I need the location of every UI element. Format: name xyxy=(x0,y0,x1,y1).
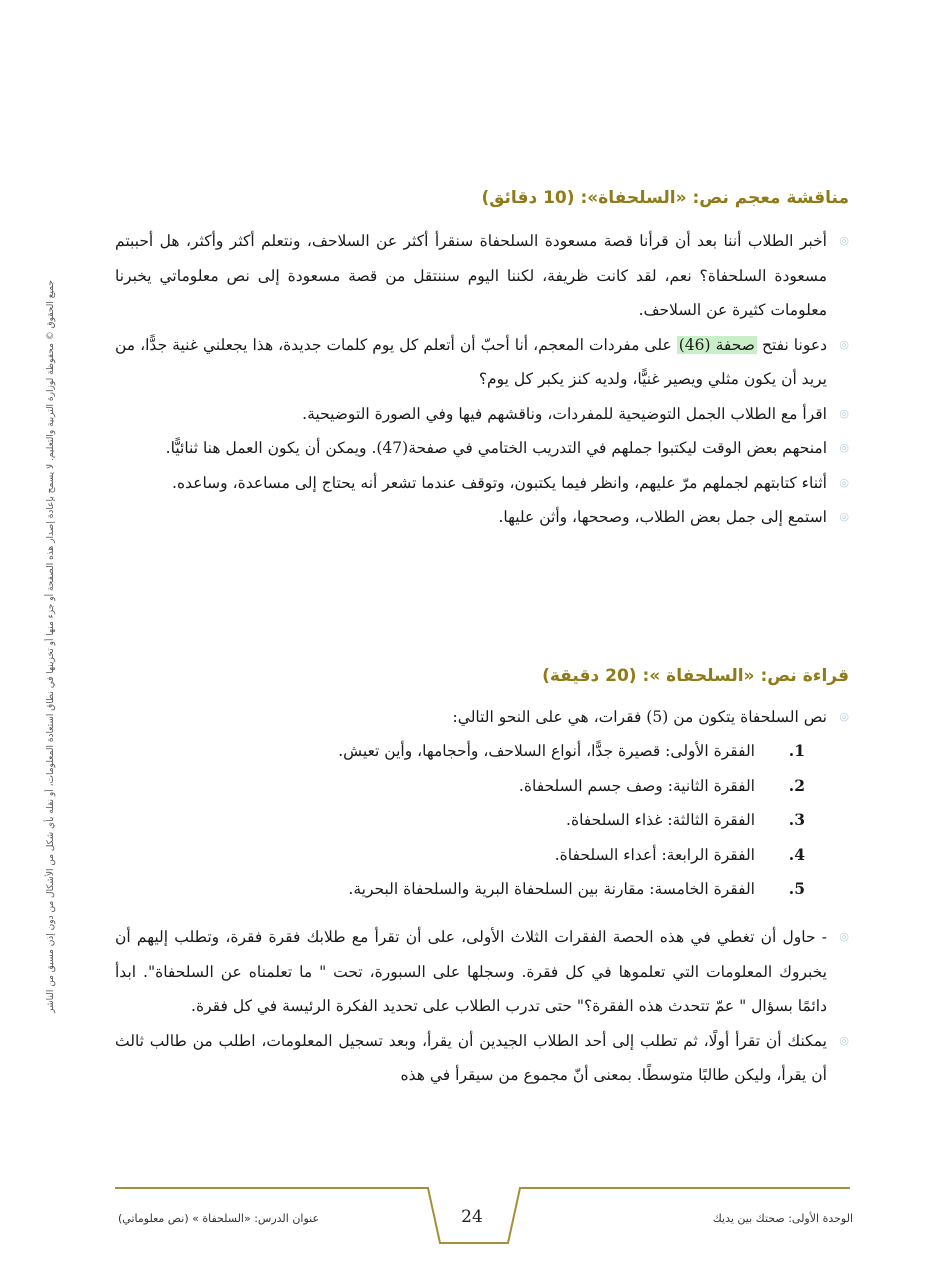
page-number: 24 xyxy=(461,1207,483,1227)
footer-unit-title: الوحدة الأولى: صحتك بين يديك xyxy=(712,1212,853,1225)
vocabulary-steps-list xyxy=(115,224,849,535)
outline-item xyxy=(338,872,805,907)
list-item-text: اقرأ مع الطلاب الجمل التوضيحية للمفردات، وناقشهم فيها وفي الصورة التوضيحية. xyxy=(302,404,827,423)
list-item xyxy=(115,700,849,735)
reading-steps-list xyxy=(115,920,849,1093)
list-item-text: يمكنك أن تقرأ أولًا، ثم تطلب إلى أحد الطلاب الجيدين أن يقرأ، وبعد تسجيل المعلومات، اطلب من طالب ثالث أن يقرأ، وليكن طالبًا متوسطًا. بمعنى أنّ مجموع من سيقرأ في هذه xyxy=(115,1031,827,1084)
outline-item xyxy=(338,838,805,873)
footer-lesson-title: عنوان الدرس: «السلحفاة » (نص معلوماتي) xyxy=(118,1212,320,1225)
outline-number: 1. xyxy=(788,741,805,760)
paragraph-outline-list xyxy=(338,734,805,907)
list-item-text: نص السلحفاة يتكون من (5) فقرات، هي على النحو التالي: xyxy=(452,708,827,726)
list-item xyxy=(115,500,849,535)
list-item xyxy=(115,466,849,501)
list-item xyxy=(115,328,849,397)
outline-text: الفقرة الخامسة: مقارنة بين السلحفاة البرية والسلحفاة البحرية. xyxy=(348,880,755,898)
list-item xyxy=(115,920,849,1024)
section-title-vocabulary: مناقشة معجم نص: «السلحفاة»: (10 دقائق) xyxy=(481,188,849,208)
list-item-text: - حاول أن تغطي في هذه الحصة الفقرات الثلاث الأولى، على أن تقرأ مع طلابك فقرة فقرة، وتطلب إليهم أن يخبروك المعلومات التي تعلموها في كل فقرة. وسجلها على السبورة، تحت " ما تعلمناه عن السلحفاة". ابدأ دائمًا بسؤال " عمّ تتحدث هذه الفقرة؟" حتى تدرب الطلاب على تحديد الفكرة الرئيسة في كل فقرة. xyxy=(115,928,827,1015)
list-item xyxy=(115,224,849,328)
list-item xyxy=(115,1024,849,1093)
outline-number: 4. xyxy=(788,844,805,864)
list-item xyxy=(115,397,849,432)
list-item-text: على مفردات المعجم، أنا أحبّ أن أتعلم كل يوم كلمات جديدة، هذا يجعلني غنية جدًّا، من يريد أن يكون مثلي ويصير غنيًّا، ولديه كنز يكبر كل يوم؟ xyxy=(115,335,827,388)
section-title-reading: قراءة نص: «السلحفاة »: (20 دقيقة) xyxy=(542,666,849,686)
list-item-text: استمع إلى جمل بعض الطلاب، وصححها، وأثن عليها. xyxy=(498,508,827,526)
outline-text: الفقرة الرابعة: أعداء السلحفاة. xyxy=(554,845,755,864)
copyright-side-note: جميع الحقوق © محفوظة لوزارة التربية والتعليم. لا يسمح بإعادة إصدار هذه الصفحة أو جزء منها أو تخزينها في نطاق استعادة المعلومات، أو نقله بأي شكل من الأشكال من دون إذن مسبق من الناشر xyxy=(46,280,56,1013)
outline-text: الفقرة الثانية: وصف جسم السلحفاة. xyxy=(518,776,755,795)
outline-item xyxy=(338,803,805,838)
list-item-text: أخبر الطلاب أننا بعد أن قرأنا قصة مسعودة السلحفاة سنقرأ أكثر عن السلاحف، ونتعلم أكثر وأكثر، هل أحببتم مسعودة السلحفاة؟ نعم، لقد كانت ظريفة، لكننا اليوم سننتقل من قصة مسعودة إلى نص معلوماتي يخبرنا معلومات كثيرة عن السلاحف. xyxy=(115,232,827,319)
outline-text: الفقرة الثالثة: غذاء السلحفاة. xyxy=(566,811,755,829)
outline-item xyxy=(338,734,805,769)
outline-number: 2. xyxy=(788,775,805,795)
outline-item xyxy=(338,769,805,804)
outline-number: 3. xyxy=(788,810,805,829)
outline-number: 5. xyxy=(788,879,805,898)
list-item xyxy=(115,431,849,466)
list-item-text: امنحهم بعض الوقت ليكتبوا جملهم في التدريب الختامي في صفحة(47). ويمكن أن يكون العمل هنا ثنائيًّا. xyxy=(165,439,827,457)
highlighted-page-reference: صحفة (46) xyxy=(678,335,755,354)
reading-intro-list xyxy=(115,700,849,735)
list-item-text: دعونا نفتح xyxy=(756,335,827,354)
outline-text: الفقرة الأولى: قصيرة جدًّا، أنواع السلاحف، وأحجامها، وأين تعيش. xyxy=(338,742,755,760)
list-item-text: أثناء كتابتهم لجملهم مرّ عليهم، وانظر فيما يكتبون، وتوقف عندما تشعر أنه يحتاج إلى مساعدة، وساعده. xyxy=(172,473,827,492)
